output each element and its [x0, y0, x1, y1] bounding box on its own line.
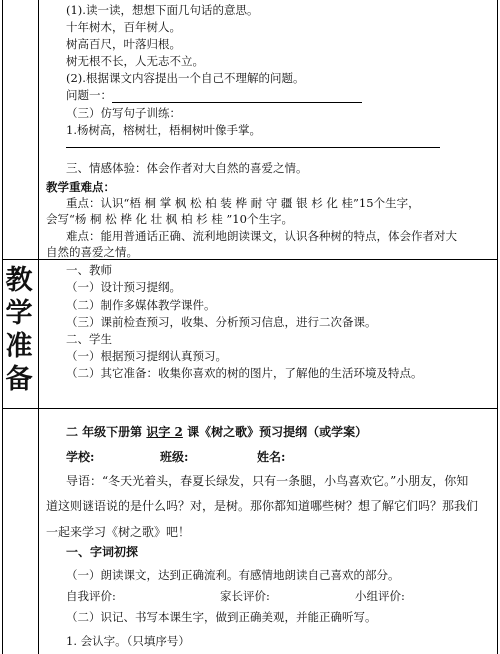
side-heading-teaching-prep — [0, 264, 38, 396]
text-line: 树高百尺，叶落归根。 — [66, 37, 181, 51]
self-eval-label: 自我评价: — [66, 589, 116, 603]
title-pre: 二 年级下册第 — [66, 425, 147, 439]
row-divider-2 — [2, 408, 498, 409]
section-heading: 教学重难点： — [46, 180, 115, 194]
text-line: 自然的喜爱之情。 — [46, 245, 138, 259]
text-line: （三）仿写句子训练： — [66, 106, 181, 120]
title-post: 课《树之歌》预习提纲（或学案） — [182, 425, 368, 439]
text-line: 1.杨树高，榕树壮，梧桐树叶像手掌。 — [66, 123, 261, 137]
text-line: 导语：“冬天光着头，春夏长绿发，只有一条腿，小鸟喜欢它。”小朋友，你知 — [66, 474, 469, 488]
text-line: （二）识记、书写本课生字，做到正确美观，并能正确听写。 — [66, 610, 377, 624]
text-line: 难点：能用普通话正确、流利地朗读课文，认识各种树的特点，体会作者对大 — [66, 229, 457, 243]
text-line: 一起来学习《树之歌》吧！ — [46, 525, 191, 539]
side-char: 教 — [5, 265, 33, 296]
text-line: 二、学生 — [66, 332, 112, 346]
text-line: (1).读一读，想想下面几句话的意思。 — [66, 3, 259, 17]
side-char: 准 — [5, 331, 33, 362]
school-label: 学校: — [66, 450, 95, 464]
side-char: 学 — [5, 298, 33, 329]
text-line: 道这则谜语说的是什么吗？对，是树。那你都知道哪些树？想了解它们吗？那我们 — [46, 499, 479, 513]
text-line: （一）设计预习提纲。 — [66, 280, 181, 294]
text-line: （一）根据预习提纲认真预习。 — [66, 349, 227, 363]
parent-eval-label: 家长评价: — [220, 589, 270, 603]
group-eval-label: 小组评价: — [355, 589, 405, 603]
text-line: （一）朗读课文，达到正确流利。有感情地朗读自己喜欢的部分。 — [66, 568, 400, 582]
text-line: 重点：认识“梧 桐 掌 枫 松 柏 装 桦 耐 守 疆 银 杉 化 桂”15个生字， — [66, 196, 420, 210]
text-line: 树无根不长，人无志不立。 — [66, 54, 204, 68]
handout-title — [66, 425, 367, 440]
text-line: 十年树木，百年树人。 — [66, 20, 181, 34]
column-divider — [38, 0, 39, 654]
text-line: 一、教师 — [66, 263, 112, 277]
table-border-right — [497, 0, 498, 654]
side-char: 备 — [5, 364, 33, 395]
answer-blank — [112, 90, 362, 103]
section-heading: 一、字词初探 — [66, 545, 139, 559]
title-lesson: 识字 2 — [146, 425, 183, 439]
text-line: 会写“杨 桐 松 桦 化 壮 枫 柏 杉 桂 ”10个生字。 — [46, 212, 293, 226]
text-line: (2).根据课文内容提出一个自己不理解的问题。 — [66, 71, 305, 85]
text-line — [66, 88, 362, 103]
class-label: 班级: — [160, 450, 189, 464]
text-line: 1. 会认字。（只填序号） — [66, 634, 190, 648]
text-line: （二）制作多媒体教学课件。 — [66, 298, 216, 312]
text-line: （三）课前检查预习，收集、分析预习信息，进行二次备课。 — [66, 315, 377, 329]
question-label: 问题一： — [66, 88, 112, 102]
name-label: 姓名: — [257, 450, 286, 464]
answer-blank-line — [66, 147, 440, 148]
text-line: 三、情感体验：体会作者对大自然的喜爱之情。 — [66, 161, 308, 175]
text-line: （二）其它准备：收集你喜欢的树的图片，了解他的生活环境及特点。 — [66, 366, 423, 380]
